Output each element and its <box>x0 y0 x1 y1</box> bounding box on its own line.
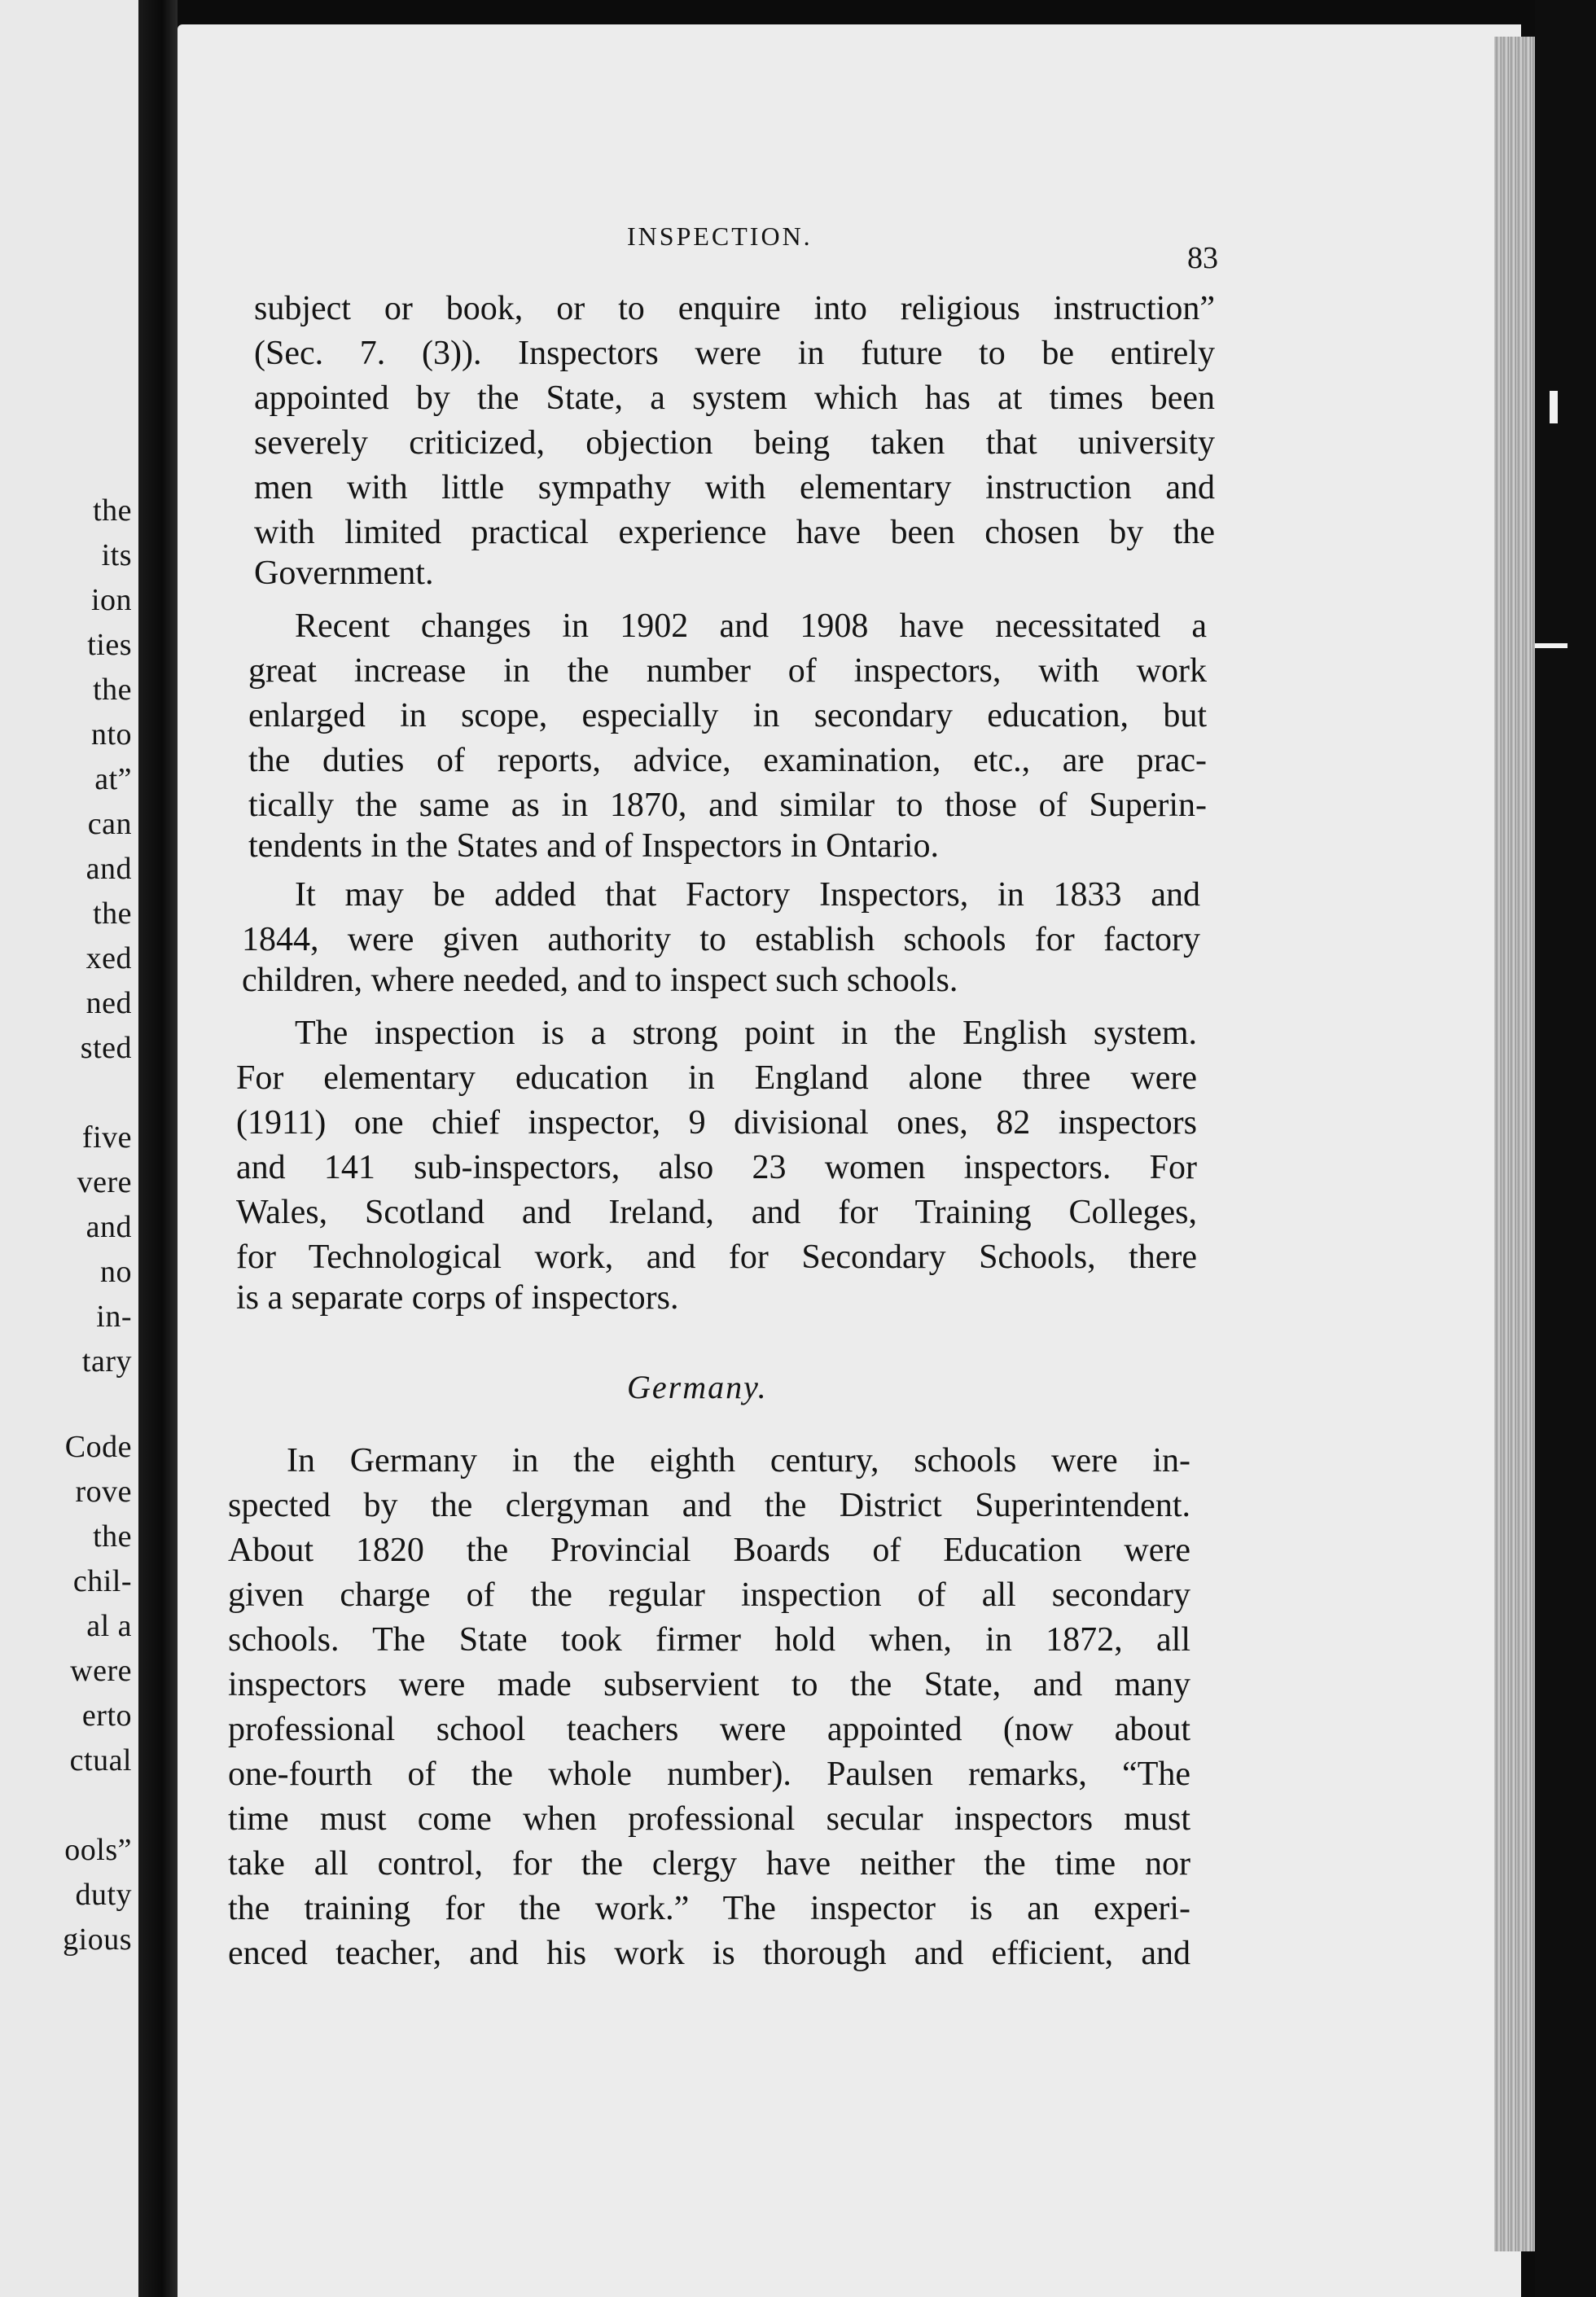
text-line: one-fourth of the whole number). Paulsen remarks, “The <box>228 1756 1190 1793</box>
text-line: For elementary education in England alone three were <box>236 1059 1197 1097</box>
text-line: 1844, were given authority to establish schools for factory <box>242 921 1200 958</box>
left-page-line: Code <box>64 1430 132 1464</box>
text-line: severely criticized, objection being taken that university <box>254 424 1215 462</box>
left-page-line: and <box>86 852 132 886</box>
text-line: given charge of the regular inspection of all secondary <box>228 1576 1190 1614</box>
text-line: men with little sympathy with elementary instruction and <box>254 469 1215 506</box>
text-line: It may be added that Factory Inspectors, in 1833 and <box>295 876 1200 914</box>
scan-artifact <box>1535 643 1568 648</box>
left-page-line: ion <box>90 583 132 617</box>
text-line: the training for the work.” The inspector is an experi- <box>228 1890 1190 1927</box>
left-page-line: no <box>100 1255 132 1289</box>
text-line: take all control, for the clergy have neither the time nor <box>228 1845 1190 1883</box>
text-line: children, where needed, and to inspect such schools. <box>242 962 958 999</box>
left-page-line: al a <box>86 1609 132 1643</box>
text-line: with limited practical experience have been chosen by the <box>254 514 1215 551</box>
text-line: great increase in the number of inspectors, with work <box>248 652 1207 690</box>
left-page-line: the <box>93 896 132 931</box>
text-line: subject or book, or to enquire into religious instruction” <box>254 290 1215 327</box>
left-page-line: chil- <box>72 1564 132 1598</box>
left-page-line: the <box>93 1519 132 1554</box>
scan-border <box>1535 0 1596 2297</box>
text-line: professional school teachers were appointed (now about <box>228 1711 1190 1748</box>
text-line: enlarged in scope, especially in secondary education, but <box>248 697 1207 734</box>
left-page-line: ned <box>86 986 132 1020</box>
left-page-line: erto <box>81 1699 132 1733</box>
text-line: (Sec. 7. (3)). Inspectors were in future to be entirely <box>254 335 1215 372</box>
text-line: tendents in the States and of Inspectors in Ontario. <box>248 827 939 865</box>
left-page-line: at” <box>94 762 132 796</box>
left-page-line: in- <box>96 1300 132 1334</box>
left-page-line: rove <box>75 1475 132 1509</box>
text-line: tically the same as in 1870, and similar to those of Superin- <box>248 787 1207 824</box>
section-heading: Germany. <box>627 1369 768 1405</box>
text-line: In Germany in the eighth century, schools were in- <box>287 1442 1190 1479</box>
text-line: The inspection is a strong point in the English system. <box>295 1015 1197 1052</box>
left-page-line: were <box>70 1654 132 1688</box>
left-facing-page <box>0 0 138 2297</box>
page-edges <box>1494 37 1535 2251</box>
left-page-line: its <box>101 538 132 572</box>
running-head: INSPECTION. <box>627 221 813 251</box>
left-page-line: can <box>87 807 132 841</box>
left-page-line: ties <box>87 628 132 662</box>
left-page-line: vere <box>77 1165 132 1199</box>
left-page-line: xed <box>86 941 132 975</box>
text-line: the duties of reports, advice, examination, etc., are prac- <box>248 742 1207 779</box>
left-page-line: ools” <box>64 1833 132 1867</box>
text-line: inspectors were made subservient to the State, and many <box>228 1666 1190 1703</box>
left-page-line: nto <box>90 717 132 752</box>
text-line: schools. The State took firmer hold when, in 1872, all <box>228 1621 1190 1659</box>
text-line: (1911) one chief inspector, 9 divisional ones, 82 inspectors <box>236 1104 1197 1142</box>
left-page-line: the <box>93 673 132 707</box>
left-page-line: ctual <box>69 1743 132 1778</box>
text-line: spected by the clergyman and the District Superintendent. <box>228 1487 1190 1524</box>
text-line: Recent changes in 1902 and 1908 have necessitated a <box>295 607 1207 645</box>
text-line: for Technological work, and for Secondary Schools, there <box>236 1238 1197 1276</box>
text-line: About 1820 the Provincial Boards of Education were <box>228 1532 1190 1569</box>
left-page-line: and <box>86 1210 132 1244</box>
left-page-line: five <box>81 1120 132 1155</box>
text-line: is a separate corps of inspectors. <box>236 1279 679 1317</box>
left-page-line: duty <box>75 1878 132 1912</box>
text-line: time must come when professional secular inspectors must <box>228 1800 1190 1838</box>
text-line: Wales, Scotland and Ireland, and for Training Colleges, <box>236 1194 1197 1231</box>
text-line: enced teacher, and his work is thorough and efficient, and <box>228 1935 1190 1972</box>
scan-artifact <box>1550 391 1558 423</box>
text-line: and 141 sub-inspectors, also 23 women inspectors. For <box>236 1149 1197 1186</box>
left-page-line: gious <box>63 1922 132 1957</box>
left-page-line: sted <box>80 1031 132 1065</box>
text-line: appointed by the State, a system which has at times been <box>254 379 1215 417</box>
left-page-line: the <box>93 493 132 528</box>
page-number: 83 <box>1187 241 1218 275</box>
text-line: Government. <box>254 555 434 592</box>
left-page-line: tary <box>81 1344 132 1379</box>
book-gutter <box>138 0 178 2297</box>
